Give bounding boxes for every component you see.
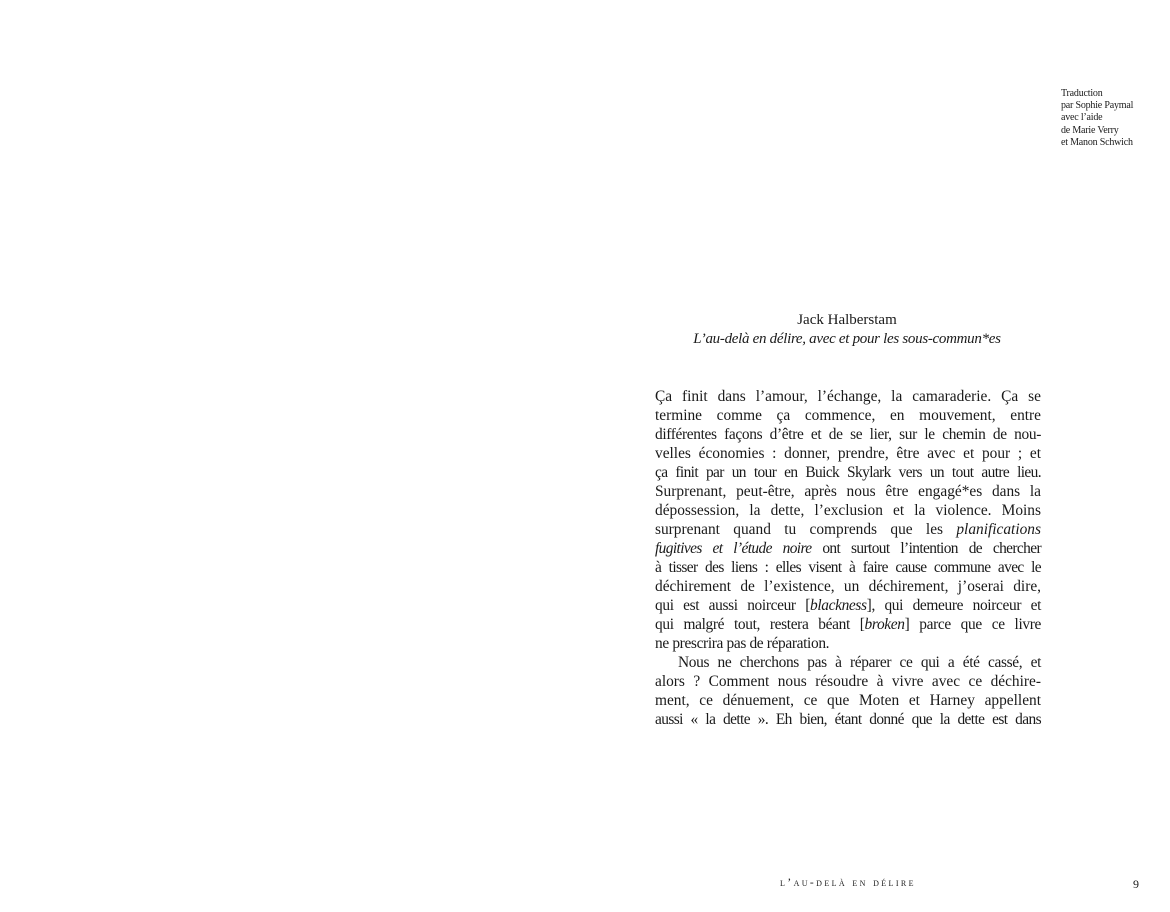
text-line: qui est aussi noirceur [blackness], qui demeure noirceur et [655,597,1042,614]
text-line: à tisser des liens : elles visent à faire cause commune avec le [655,559,1041,576]
chapter-title: L’au-delà en délire, avec et pour les sous-commun*es [693,331,1001,347]
author-name: Jack Halberstam [797,312,897,328]
credit-line: Traduction [1061,88,1103,99]
credit-line: de Marie Verry [1061,124,1119,136]
running-head: l’au-delà en délire [780,877,916,889]
credit-line: par Sophie Paymal [1061,100,1134,112]
text-line: ne prescrira pas de réparation. [655,635,830,652]
credit-line: avec l’aide [1061,112,1103,124]
page-number: 9 [1133,877,1139,891]
text-line: déchirement de l’existence, un déchirement, j’oserai dire, [655,578,1041,595]
text-line: Surprenant, peut-être, après nous être engagé*es dans la [655,483,1041,500]
text-line: Ça finit dans l’amour, l’échange, la camaraderie. Ça se [655,388,1041,405]
text-line: surprenant quand tu comprends que les planifications [655,521,1041,538]
text-line: qui malgré tout, restera béant [broken] parce que ce livre [655,616,1041,633]
text-line: alors ? Comment nous résoudre à vivre avec ce déchire- [655,673,1041,690]
text-line: dépossession, la dette, l’exclusion et la violence. Moins [655,502,1041,519]
body-text [655,387,1041,729]
text-line: ça finit par un tour en Buick Skylark vers un tout autre lieu. [655,464,1041,481]
text-line: fugitives et l’étude noire ont surtout l’intention de chercher [655,540,1042,557]
text-line: ment, ce dénuement, ce que Moten et Harney appellent [655,692,1041,709]
text-line: termine comme ça commence, en mouvement, entre [655,407,1041,424]
text-line: Nous ne cherchons pas à réparer ce qui a été cassé, et [678,654,1041,671]
chapter-heading [640,311,1054,349]
text-line: velles économies : donner, prendre, être avec et pour ; et [655,445,1041,462]
text-line: différentes façons d’être et de se lier, sur le chemin de nou- [655,426,1041,443]
text-line: aussi « la dette ». Eh bien, étant donné que la dette est dans [655,711,1041,728]
translation-credits [1061,88,1167,149]
credit-line: et Manon Schwich [1061,136,1133,148]
